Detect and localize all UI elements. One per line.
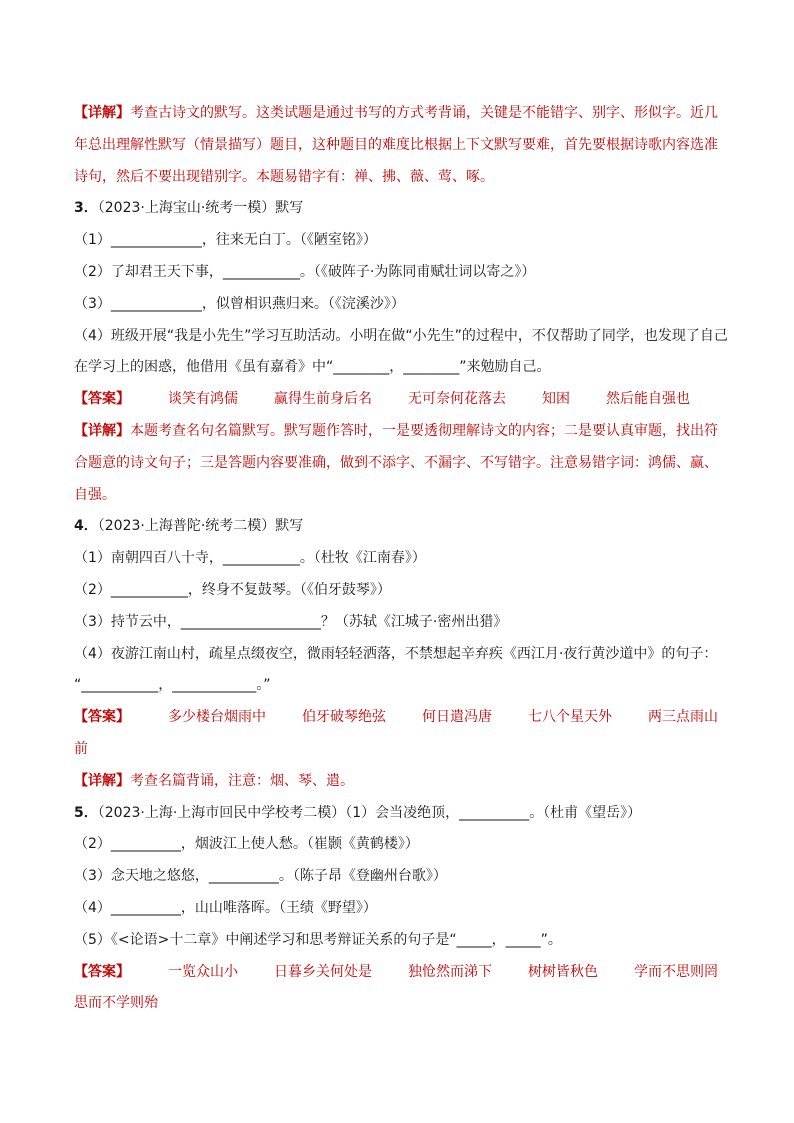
question-item: “___________，____________。”	[74, 677, 271, 694]
question-item: （1）南朝四百八十寺，___________。（杜牧《江南春》）	[74, 550, 426, 567]
answer-item: 谈笑有鸿儒	[168, 391, 238, 408]
detail-line: 自强。	[74, 486, 116, 503]
answer-continuation: 前	[74, 740, 88, 757]
answer-item: 伯牙破琴绝弦	[302, 709, 386, 726]
question-title: 4．（2023·上海普陀·统考二模）默写	[74, 518, 304, 535]
detail-line: 诗句，然后不要出现错别字。本题易错字有：禅、拂、薇、莺、啄。	[74, 168, 494, 185]
page-content	[74, 98, 728, 1020]
question-item: （1）_____________，往来无白丁。（《陋室铭》）	[74, 232, 377, 249]
question-title: 5．（2023·上海·上海市回民中学校考二模）（1）会当凌绝顶，__________。（杜甫《望岳》）	[74, 804, 642, 821]
question-item: （3）念天地之悠悠，__________。（陈子昂《登幽州台歌》）	[74, 868, 447, 885]
answer-line	[74, 384, 724, 416]
question-item: （5）《<论语>十二章》中阐述学习和思考辩证关系的句子是“_____，_____”。	[74, 931, 562, 948]
question-item: 在学习上的困惑，他借用《虽有嘉肴》中“________，________”来勉励自己。	[74, 359, 551, 376]
answer-item: 日暮乡关何处是	[274, 963, 372, 980]
answer-item: 无可奈何花落去	[408, 391, 506, 408]
detail-label: 【详解】	[74, 772, 130, 789]
answer-item: 七八个星天外	[528, 709, 612, 726]
answer-item: 多少楼台烟雨中	[168, 709, 266, 726]
detail-line: 年总出理解性默写（情景描写）题目，这种题目的难度比根据上下文默写要难，首先要根据诗歌内容选准	[74, 136, 718, 153]
answer-item: 树树皆秋色	[528, 963, 598, 980]
answer-item: 何日遣冯唐	[422, 709, 492, 726]
detail-label: 【详解】	[74, 105, 130, 121]
question-5	[74, 798, 724, 1021]
detail-line: 【详解】考查古诗文的默写。这类试题是通过书写的方式考背诵，关键是不能错字、别字、形似字。近几	[74, 105, 718, 121]
question-item: （2）了却君王天下事，___________。（《破阵子·为陈同甫赋壮词以寄之》）	[74, 263, 536, 280]
question-item: （2）__________，烟波江上使人愁。（崔颢《黄鹤楼》）	[74, 836, 419, 853]
answer-item: 两三点雨山	[648, 709, 718, 726]
answer-item: 赢得生前身后名	[274, 391, 372, 408]
answer-item: 然后能自强也	[606, 391, 690, 408]
detail-line: 【详解】本题考查名句名篇默写。默写题作答时，一是要透彻理解诗文的内容；二是要认真审题，找出符	[74, 422, 718, 439]
answer-label: 【答案】	[74, 963, 130, 980]
question-item: （3）持节云中，____________________？（苏轼《江城子·密州出猎》	[74, 613, 508, 630]
question-item: （4）__________，山山唯落晖。（王绩《野望》）	[74, 899, 377, 916]
question-3	[74, 193, 728, 511]
answer-item: 一览众山小	[168, 963, 238, 980]
answer-item: 学而不思则罔	[634, 963, 718, 980]
detail-previous	[74, 98, 724, 193]
answer-continuation: 思而不学则殆	[74, 995, 158, 1012]
answer-item: 知困	[542, 391, 570, 408]
detail-label: 【详解】	[74, 422, 130, 439]
answer-line	[74, 702, 724, 734]
answer-label: 【答案】	[74, 709, 130, 726]
question-title: 3．（2023·上海宝山·统考一模）默写	[74, 200, 304, 217]
answer-item: 独怆然而涕下	[408, 963, 492, 980]
question-item: （4）班级开展“我是小先生”学习互助活动。小明在做“小先生”的过程中，不仅帮助了同学，也发现了自己	[74, 327, 728, 344]
detail-line: 合题意的诗文句子；三是答题内容要准确，做到不添字、不漏字、不写错字。注意易错字词：鸿儒、赢、	[74, 454, 718, 471]
detail-line: 【详解】考查名篇背诵，注意：烟、琴、遣。	[74, 772, 354, 789]
question-item: （4）夜游江南山村，疏星点缀夜空，微雨轻轻洒落，不禁想起辛弃疾《西江月·夜行黄沙道中》的句子：	[74, 645, 718, 662]
answer-line	[74, 957, 724, 989]
question-4	[74, 511, 724, 797]
answer-label: 【答案】	[74, 391, 130, 408]
question-item: （3）_____________，似曾相识燕归来。（《浣溪沙》）	[74, 295, 405, 312]
question-item: （2）___________，终身不复鼓琴。（《伯牙鼓琴》）	[74, 581, 391, 598]
